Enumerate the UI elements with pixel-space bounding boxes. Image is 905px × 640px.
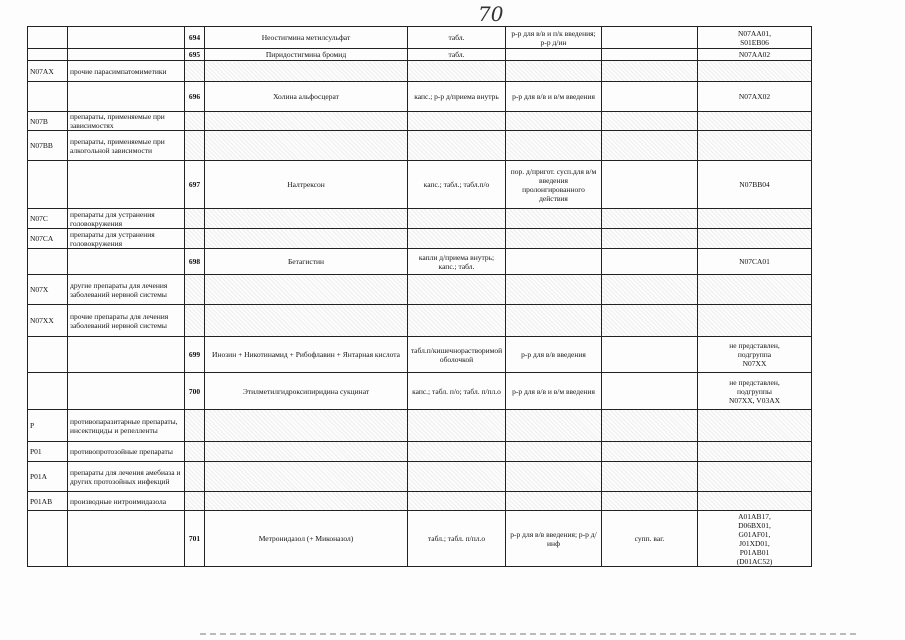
atc-code-cell: A01AB17, D06BX01, G01AF01, J01XD01, P01AB01 (D01AC52) xyxy=(698,511,812,567)
route-cell xyxy=(506,249,602,275)
other-form-cell xyxy=(602,209,698,229)
route-cell: р-р для в/в введения xyxy=(506,337,602,373)
number-cell xyxy=(185,410,205,442)
number-cell xyxy=(185,275,205,305)
other-form-cell: супп. ваг. xyxy=(602,511,698,567)
other-form-cell xyxy=(602,305,698,337)
number-cell: 697 xyxy=(185,161,205,209)
other-form-cell xyxy=(602,249,698,275)
drug-name-cell xyxy=(205,229,408,249)
drug-name-cell: Налтрексон xyxy=(205,161,408,209)
form-cell: капс.; табл.; табл.п/о xyxy=(408,161,506,209)
route-cell xyxy=(506,275,602,305)
number-cell: 694 xyxy=(185,27,205,49)
drug-name-cell: Этилметилгидроксипиридина сукцинат xyxy=(205,373,408,410)
form-cell: капс.; р-р д/приема внутрь xyxy=(408,82,506,112)
drug-row xyxy=(28,161,812,209)
form-cell: табл. xyxy=(408,27,506,49)
description-cell: препараты для устранения головокружения xyxy=(68,229,185,249)
number-cell xyxy=(185,229,205,249)
number-cell: 701 xyxy=(185,511,205,567)
other-form-cell xyxy=(602,410,698,442)
drug-name-cell: Пиридостигмина бромид xyxy=(205,49,408,61)
number-cell xyxy=(185,442,205,462)
form-cell xyxy=(408,275,506,305)
code-cell: N07BB xyxy=(28,131,68,161)
category-row xyxy=(28,410,812,442)
number-cell: 698 xyxy=(185,249,205,275)
atc-code-cell xyxy=(698,275,812,305)
drug-name-cell: Инозин + Никотинамид + Рибофлавин + Янтарная кислота xyxy=(205,337,408,373)
code-cell xyxy=(28,249,68,275)
number-cell xyxy=(185,462,205,492)
number-cell xyxy=(185,131,205,161)
category-row xyxy=(28,462,812,492)
page-number: 70 xyxy=(478,2,504,26)
number-cell: 696 xyxy=(185,82,205,112)
code-cell xyxy=(28,373,68,410)
description-cell xyxy=(68,373,185,410)
category-row xyxy=(28,275,812,305)
other-form-cell xyxy=(602,337,698,373)
drug-name-cell xyxy=(205,410,408,442)
atc-code-cell: N07CA01 xyxy=(698,249,812,275)
category-row xyxy=(28,305,812,337)
atc-code-cell: N07BB04 xyxy=(698,161,812,209)
code-cell: N07B xyxy=(28,112,68,131)
code-cell: N07XX xyxy=(28,305,68,337)
atc-code-cell xyxy=(698,462,812,492)
form-cell xyxy=(408,305,506,337)
route-cell xyxy=(506,209,602,229)
atc-code-cell xyxy=(698,131,812,161)
other-form-cell xyxy=(602,373,698,410)
form-cell xyxy=(408,462,506,492)
route-cell: пор. д/пригот. сусп.для в/м введения пролонгированного действия xyxy=(506,161,602,209)
other-form-cell xyxy=(602,161,698,209)
atc-code-cell: N07AA01, S01EB06 xyxy=(698,27,812,49)
code-cell xyxy=(28,27,68,49)
drug-name-cell xyxy=(205,61,408,82)
code-cell xyxy=(28,49,68,61)
code-cell xyxy=(28,161,68,209)
form-cell xyxy=(408,131,506,161)
description-cell xyxy=(68,249,185,275)
form-cell xyxy=(408,61,506,82)
route-cell xyxy=(506,305,602,337)
drug-name-cell xyxy=(205,112,408,131)
code-cell: P01AB xyxy=(28,492,68,511)
drug-row xyxy=(28,511,812,567)
other-form-cell xyxy=(602,61,698,82)
route-cell xyxy=(506,442,602,462)
category-row xyxy=(28,112,812,131)
route-cell xyxy=(506,462,602,492)
drug-name-cell xyxy=(205,131,408,161)
form-cell xyxy=(408,229,506,249)
code-cell xyxy=(28,82,68,112)
atc-code-cell xyxy=(698,209,812,229)
drug-name-cell xyxy=(205,275,408,305)
description-cell: противопротозойные препараты xyxy=(68,442,185,462)
route-cell xyxy=(506,131,602,161)
code-cell: N07CA xyxy=(28,229,68,249)
drug-name-cell: Метронидазол (+ Миконазол) xyxy=(205,511,408,567)
route-cell xyxy=(506,112,602,131)
atc-code-cell: N07AX02 xyxy=(698,82,812,112)
form-cell xyxy=(408,209,506,229)
description-cell: прочие парасимпатомиметики xyxy=(68,61,185,82)
form-cell: табл.; табл. п/пл.о xyxy=(408,511,506,567)
route-cell: р-р для в/в введения; р-р д/инф xyxy=(506,511,602,567)
drug-name-cell xyxy=(205,462,408,492)
description-cell: другие препараты для лечения заболеваний нервной системы xyxy=(68,275,185,305)
description-cell: препараты для устранения головокружения xyxy=(68,209,185,229)
drug-row xyxy=(28,49,812,61)
drug-name-cell xyxy=(205,442,408,462)
drug-row xyxy=(28,337,812,373)
route-cell xyxy=(506,410,602,442)
atc-code-cell: не представлен, подгруппы N07XX, V03AX xyxy=(698,373,812,410)
form-cell xyxy=(408,492,506,511)
description-cell: противопаразитарные препараты, инсектициды и репелленты xyxy=(68,410,185,442)
description-cell: прочие препараты для лечения заболеваний нервной системы xyxy=(68,305,185,337)
drug-name-cell xyxy=(205,492,408,511)
drug-name-cell xyxy=(205,305,408,337)
code-cell: N07X xyxy=(28,275,68,305)
drug-row xyxy=(28,27,812,49)
drug-name-cell: Бетагистин xyxy=(205,249,408,275)
drug-row xyxy=(28,373,812,410)
other-form-cell xyxy=(602,229,698,249)
category-row xyxy=(28,492,812,511)
description-cell: производные нитроимидазола xyxy=(68,492,185,511)
atc-code-cell: не представлен, подгруппа N07XX xyxy=(698,337,812,373)
atc-code-cell xyxy=(698,112,812,131)
form-cell xyxy=(408,112,506,131)
other-form-cell xyxy=(602,82,698,112)
code-cell: P01 xyxy=(28,442,68,462)
drug-name-cell: Неостигмина метилсульфат xyxy=(205,27,408,49)
number-cell xyxy=(185,305,205,337)
route-cell xyxy=(506,229,602,249)
route-cell: р-р для в/в и в/м введения xyxy=(506,82,602,112)
description-cell xyxy=(68,82,185,112)
description-cell xyxy=(68,337,185,373)
category-row xyxy=(28,61,812,82)
form-cell: капс.; табл. п/о; табл. п/пл.о xyxy=(408,373,506,410)
drug-table xyxy=(27,26,812,567)
code-cell: P xyxy=(28,410,68,442)
description-cell xyxy=(68,511,185,567)
form-cell: капли д/приема внутрь; капс.; табл. xyxy=(408,249,506,275)
code-cell xyxy=(28,337,68,373)
number-cell: 695 xyxy=(185,49,205,61)
atc-code-cell xyxy=(698,410,812,442)
number-cell xyxy=(185,61,205,82)
number-cell xyxy=(185,112,205,131)
description-cell xyxy=(68,49,185,61)
code-cell: N07C xyxy=(28,209,68,229)
description-cell: препараты, применяемые при зависимостях xyxy=(68,112,185,131)
code-cell: N07AX xyxy=(28,61,68,82)
number-cell: 700 xyxy=(185,373,205,410)
description-cell xyxy=(68,161,185,209)
category-row xyxy=(28,229,812,249)
description-cell: препараты, применяемые при алкогольной зависимости xyxy=(68,131,185,161)
description-cell: препараты для лечения амебиаза и других протозойных инфекций xyxy=(68,462,185,492)
atc-code-cell xyxy=(698,492,812,511)
other-form-cell xyxy=(602,462,698,492)
number-cell xyxy=(185,492,205,511)
code-cell xyxy=(28,511,68,567)
number-cell xyxy=(185,209,205,229)
form-cell xyxy=(408,410,506,442)
description-cell xyxy=(68,27,185,49)
other-form-cell xyxy=(602,112,698,131)
route-cell: р-р для в/в и п/к введения; р-р д/ин xyxy=(506,27,602,49)
drug-row xyxy=(28,249,812,275)
category-row xyxy=(28,442,812,462)
other-form-cell xyxy=(602,131,698,161)
other-form-cell xyxy=(602,275,698,305)
other-form-cell xyxy=(602,492,698,511)
code-cell: P01A xyxy=(28,462,68,492)
number-cell: 699 xyxy=(185,337,205,373)
other-form-cell xyxy=(602,442,698,462)
atc-code-cell xyxy=(698,442,812,462)
form-cell: табл. xyxy=(408,49,506,61)
atc-code-cell: N07AA02 xyxy=(698,49,812,61)
route-cell xyxy=(506,49,602,61)
route-cell xyxy=(506,61,602,82)
atc-code-cell xyxy=(698,229,812,249)
atc-code-cell xyxy=(698,61,812,82)
scan-edge-noise xyxy=(200,633,860,635)
other-form-cell xyxy=(602,27,698,49)
drug-name-cell xyxy=(205,209,408,229)
route-cell xyxy=(506,492,602,511)
form-cell: табл.п/кишечнорастворимой оболочкой xyxy=(408,337,506,373)
other-form-cell xyxy=(602,49,698,61)
category-row xyxy=(28,131,812,161)
form-cell xyxy=(408,442,506,462)
category-row xyxy=(28,209,812,229)
route-cell: р-р для в/в и в/м введения xyxy=(506,373,602,410)
drug-name-cell: Холина альфосцерат xyxy=(205,82,408,112)
atc-code-cell xyxy=(698,305,812,337)
drug-row xyxy=(28,82,812,112)
